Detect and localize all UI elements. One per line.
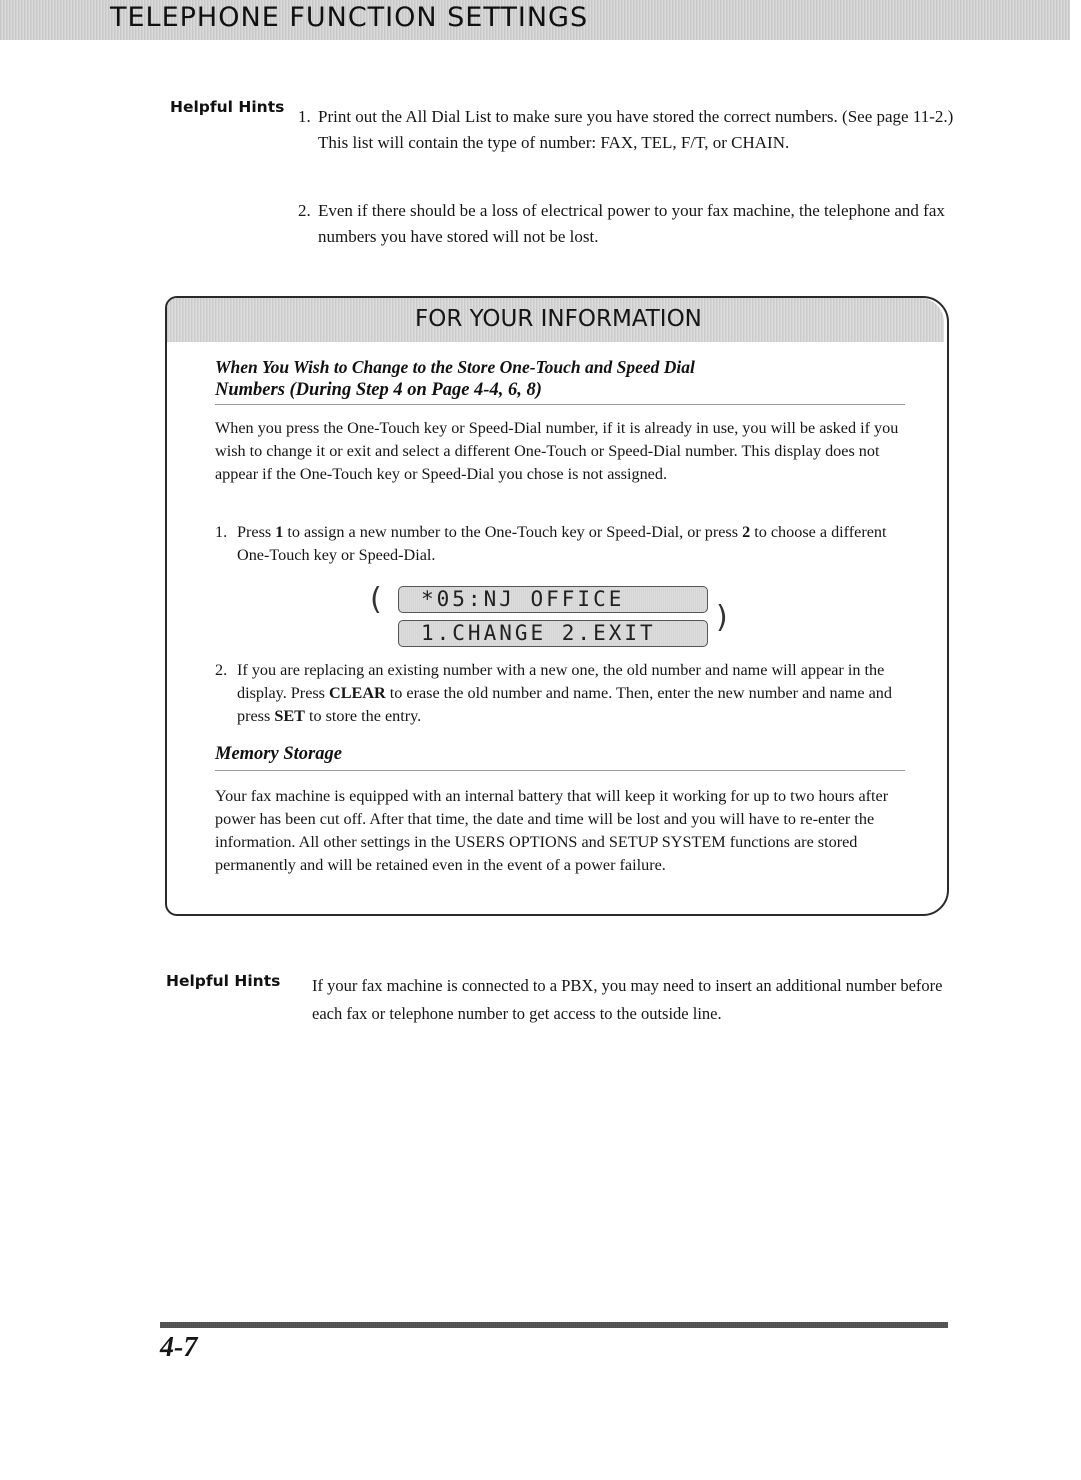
lcd-line-1: *05:NJ OFFICE	[398, 586, 708, 613]
info-paragraph: Your fax machine is equipped with an internal battery that will keep it working for up to two hours after power has been cut off. After that time, the date and time will be lost and you will have to re-enter the information. All other settings in the USERS OPTIONS and SETUP SYSTEM functions are stored permanently and will be retained even in the event of a power failure.	[215, 787, 889, 874]
helpful-hints-label: Helpful Hints	[166, 972, 281, 990]
section-rule	[215, 404, 905, 405]
bracket-left-icon: (	[370, 582, 382, 617]
section-heading: When You Wish to Change to the Store One-Touch and Speed Dial	[215, 357, 695, 377]
footer-rule	[160, 1322, 948, 1328]
hint-text: Print out the All Dial List to make sure you have stored the correct numbers. (See page 11-2.) This list will contain the type of number: FAX, TEL, F/T, or CHAIN.	[318, 107, 954, 152]
hint-text: Even if there should be a loss of electrical power to your fax machine, the telephone and fax numbers you have stored will not be lost.	[318, 201, 945, 246]
bracket-right-icon: )	[716, 600, 728, 635]
hint-item	[298, 198, 963, 254]
info-paragraph: When you press the One-Touch key or Speed-Dial number, if it is already in use, you will be asked if you wish to change it or exit and select a different One-Touch or Speed-Dial number. This display does not appear if the One-Touch key or Speed-Dial you chose is not assigned.	[215, 419, 899, 483]
hint-item: If your fax machine is connected to a PBX, you may need to insert an additional number before each fax or telephone number to get access to the outside line.	[312, 976, 943, 1023]
lcd-line-2: 1.CHANGE 2.EXIT	[398, 620, 708, 647]
section-heading: Memory Storage	[215, 744, 342, 764]
page-title: TELEPHONE FUNCTION SETTINGS	[110, 2, 589, 33]
fyi-title: FOR YOUR INFORMATION	[415, 306, 702, 332]
helpful-hints-label: Helpful Hints	[170, 98, 285, 116]
hint-item	[298, 104, 963, 184]
section-heading: Numbers (During Step 4 on Page 4-4, 6, 8)	[215, 380, 542, 400]
page-number: 4-7	[160, 1332, 198, 1363]
hint-number: 2.	[298, 201, 311, 220]
section-rule	[215, 770, 905, 771]
step-number: 2.	[215, 661, 228, 679]
step-text: If you are replacing an existing number with a new one, the old number and name will appear in the display. Press CLEAR to erase the old number and name. Then, enter the new number and name and press SET to store the entry.	[237, 661, 892, 725]
hint-number: 1.	[298, 107, 311, 126]
step-text: Press 1 to assign a new number to the One-Touch key or Speed-Dial, or press 2 to choose a different One-Touch key or Speed-Dial.	[237, 523, 887, 564]
step-number: 1.	[215, 523, 228, 541]
